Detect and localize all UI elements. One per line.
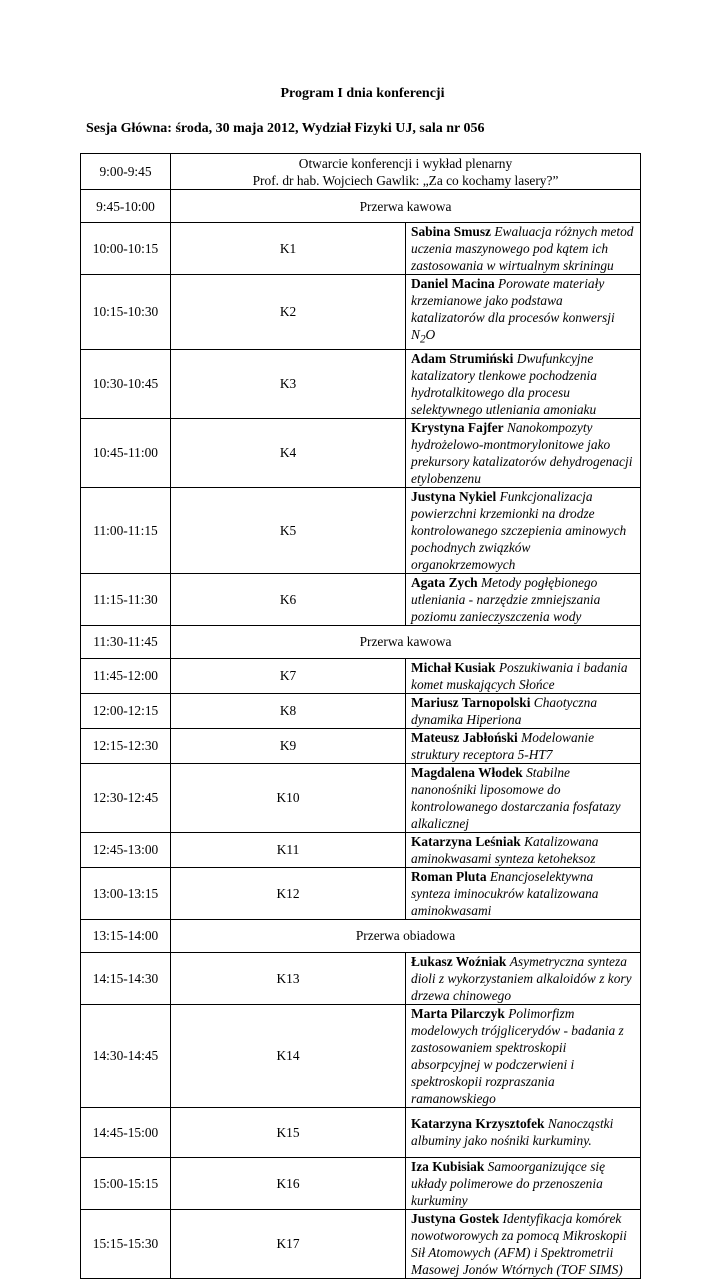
talk-row [81,728,641,763]
time-cell: 15:15-15:30 [81,1209,171,1278]
talk-row [81,573,641,625]
talk-row [81,867,641,919]
talk-title-text: Chaotyczna dynamika Hiperiona [411,694,598,727]
time-cell: 11:30-11:45 [81,625,171,658]
program-table-body [81,154,641,1279]
talk-title-text: Nanocząstki albuminy jako nośniki kurkuminy. [411,1116,614,1149]
talk-code: K7 [171,658,406,693]
talk-code: K16 [171,1157,406,1209]
talk-code: K14 [171,1004,406,1107]
speaker-name: Justyna Gostek [411,1210,500,1226]
program-table [80,153,641,1279]
talk-row [81,952,641,1004]
time-cell: 9:45-10:00 [81,190,171,223]
talk-title-text: Porowate materiały krzemianowe jako podstawa katalizatorów dla procesów konwersji N [411,276,615,342]
talk-title-text: Metody pogłębionego utleniania - narzędzie zmniejszania poziomu zanieczyszczenia wody [411,574,601,624]
talk-cell [406,658,641,693]
talk-title-text: Identyfikacja komórek nowotworowych za pomocą Mikroskopii Sił Atomowych (AFM) i Spektrometrii Masowej Jonów Wtórnych (TOF SIMS) [411,1210,627,1277]
plenary-row [81,154,641,190]
time-cell: 10:30-10:45 [81,349,171,418]
speaker-name: Iza Kubisiak [411,1158,485,1174]
speaker-name: Justyna Nykiel [411,488,497,504]
speaker-name: Daniel Macina [411,276,495,291]
talk-title-text: Polimorfizm modelowych trójglicerydów - badania z zastosowaniem spektroskopii absorpcyjnej w podczerwieni i spektroskopii rozpraszania ramanowskiego [411,1005,624,1106]
talk-code: K8 [171,693,406,728]
talk-code: K10 [171,763,406,832]
talk-title-suffix: O [425,327,436,342]
time-cell: 14:45-15:00 [81,1107,171,1157]
speaker-name: Mariusz Tarnopolski [411,694,531,710]
speaker-name: Krystyna Fajfer [411,419,504,435]
talk-code: K1 [171,223,406,275]
speaker-name: Michał Kusiak [411,659,496,675]
talk-cell [406,275,641,350]
time-cell: 11:45-12:00 [81,658,171,693]
time-cell: 15:00-15:15 [81,1157,171,1209]
talk-code: K3 [171,349,406,418]
talk-row [81,1209,641,1278]
talk-cell [406,693,641,728]
talk-cell [406,728,641,763]
talk-code: K15 [171,1107,406,1157]
speaker-name: Mateusz Jabłoński [411,729,518,745]
talk-code: K17 [171,1209,406,1278]
talk-code: K2 [171,275,406,350]
talk-title-text: Ewaluacja różnych metod uczenia maszynowego pod kątem ich zastosowania w wirtualnym skriningu [411,224,634,273]
talk-title-text: Enancjoselektywna synteza iminocukrów katalizowana aminokwasami [411,868,599,918]
speaker-name: Magdalena Włodek [411,764,523,780]
talk-cell [406,763,641,832]
talk-title-text: Modelowanie struktury receptora 5-HT7 [411,729,595,762]
talk-row [81,418,641,487]
talk-cell [406,1209,641,1278]
time-cell: 12:15-12:30 [81,728,171,763]
talk-row [81,693,641,728]
talk-title-text: Katalizowana aminokwasami synteza ketoheksoz [411,833,599,866]
talk-title-subscript: 2 [419,333,426,346]
talk-title-text: Samoorganizujące się układy polimerowe do przenoszenia kurkuminy [411,1158,606,1208]
talk-cell [406,1157,641,1209]
talk-code: K6 [171,573,406,625]
time-cell: 10:00-10:15 [81,223,171,275]
talk-title-text: Funkcjonalizacja powierzchni krzemionki na drodze kontrolowanego szczepienia aminowych pochodnych związków organokrzemowych [411,488,627,572]
speaker-name: Adam Strumiński [411,350,514,366]
plenary-line-1: Otwarcie konferencji i wykład plenarny [298,155,513,171]
time-cell: 9:00-9:45 [81,154,171,190]
time-cell: 13:15-14:00 [81,919,171,952]
talk-cell [406,867,641,919]
plenary-line-2: Prof. dr hab. Wojciech Gawlik: „Za co kochamy lasery?” [252,172,559,188]
talk-row [81,1004,641,1107]
speaker-name: Agata Zych [411,574,478,590]
talk-cell [406,1004,641,1107]
talk-row [81,223,641,275]
break-row [81,919,641,952]
plenary-cell [171,154,641,190]
talk-code: K11 [171,832,406,867]
break-label: Przerwa kawowa [171,190,641,223]
speaker-name: Sabina Smusz [411,224,492,239]
talk-row [81,1107,641,1157]
break-row [81,190,641,223]
talk-row [81,275,641,350]
talk-row [81,832,641,867]
speaker-name: Katarzyna Leśniak [411,833,521,849]
time-cell: 11:00-11:15 [81,487,171,573]
break-label: Przerwa kawowa [171,625,641,658]
time-cell: 12:45-13:00 [81,832,171,867]
talk-title-text: Stabilne nanonośniki liposomowe do kontrolowanego dostarczania fosfatazy alkalicznej [411,764,621,831]
speaker-name: Marta Pilarczyk [411,1005,505,1021]
talk-row [81,763,641,832]
talk-title-text: Nanokompozyty hydrożelowo-montmorylonitowe jako prekursory katalizatorów dehydrogenacji etylobenzenu [411,419,633,486]
talk-cell [406,223,641,275]
session-heading: Sesja Główna: środa, 30 maja 2012, Wydział Fizyki UJ, sala nr 056 [86,121,485,136]
talk-row [81,349,641,418]
talk-code: K5 [171,487,406,573]
talk-cell [406,832,641,867]
talk-cell [406,418,641,487]
break-row [81,625,641,658]
talk-cell [406,573,641,625]
talk-row [81,487,641,573]
talk-row [81,1157,641,1209]
speaker-name: Katarzyna Krzysztofek [411,1116,545,1132]
break-label: Przerwa obiadowa [171,919,641,952]
time-cell: 12:30-12:45 [81,763,171,832]
time-cell: 13:00-13:15 [81,867,171,919]
talk-cell [406,1107,641,1157]
talk-code: K13 [171,952,406,1004]
time-cell: 12:00-12:15 [81,693,171,728]
time-cell: 10:45-11:00 [81,418,171,487]
time-cell: 10:15-10:30 [81,275,171,350]
talk-row [81,658,641,693]
time-cell: 14:30-14:45 [81,1004,171,1107]
speaker-name: Roman Pluta [411,868,487,884]
talk-cell [406,952,641,1004]
page-title: Program I dnia konferencji [280,86,445,101]
talk-cell [406,487,641,573]
talk-title-text: Poszukiwania i badania komet muskających Słońce [411,659,628,692]
time-cell: 11:15-11:30 [81,573,171,625]
talk-code: K4 [171,418,406,487]
talk-cell [406,349,641,418]
talk-title-text: Asymetryczna synteza dioli z wykorzystaniem alkaloidów z kory drzewa chinowego [411,953,632,1003]
talk-title-text: Dwufunkcyjne katalizatory tlenkowe pochodzenia hydrotalkitowego dla procesu selektywnego utleniania amoniaku [411,350,597,417]
time-cell: 14:15-14:30 [81,952,171,1004]
talk-code: K9 [171,728,406,763]
speaker-name: Łukasz Woźniak [411,953,507,969]
talk-code: K12 [171,867,406,919]
